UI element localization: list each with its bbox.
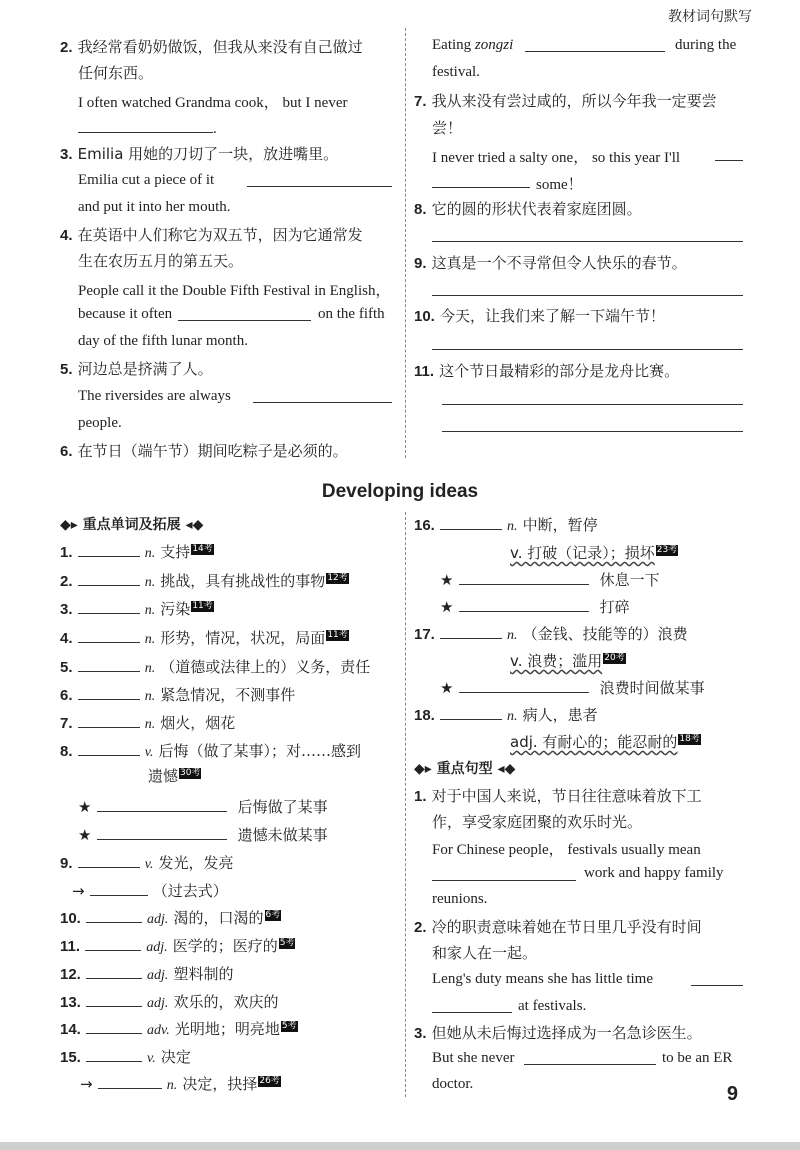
vocab-item: [60, 1018, 400, 1039]
section-title: Developing ideas: [321, 481, 479, 502]
english-text: Emilia cut a piece of it: [78, 172, 215, 188]
vocab-phrase: [440, 569, 660, 590]
column-divider-bottom: [405, 512, 406, 1097]
answer-line[interactable]: [442, 431, 743, 432]
answer-blank[interactable]: [459, 597, 589, 612]
vocab-item: [60, 598, 400, 619]
header-title: 教材词句默写: [668, 9, 752, 25]
answer-blank[interactable]: [525, 51, 665, 52]
vocab-item-cont: [148, 765, 201, 786]
answer-blank[interactable]: [432, 880, 576, 881]
answer-blank[interactable]: [78, 713, 140, 728]
answer-blank[interactable]: [432, 1012, 512, 1013]
part-of-speech: n.: [144, 546, 156, 561]
exam-count-badge: 23考: [656, 544, 678, 555]
answer-blank[interactable]: [247, 186, 392, 187]
item-number: 14.: [60, 1021, 81, 1038]
sentence-3: [414, 1022, 702, 1043]
answer-line[interactable]: [432, 295, 743, 296]
vocab-item: [60, 963, 400, 984]
part-of-speech: n.: [144, 575, 156, 590]
chinese-sentence: 在节日（端午节）期间吃粽子是必须的。: [77, 442, 348, 460]
english-text: But she never: [432, 1050, 515, 1066]
item-number: 3.: [60, 146, 73, 163]
exam-count-badge: 5考: [281, 1020, 297, 1031]
star-icon: ★: [440, 571, 454, 589]
exercise-9: [414, 252, 687, 273]
item-number: 1.: [60, 544, 73, 561]
english-sentence: on the fifth: [318, 306, 385, 322]
vocab-phrase: [440, 677, 705, 698]
answer-line[interactable]: [432, 241, 743, 242]
exam-count-badge: 11考: [327, 629, 348, 640]
answer-blank[interactable]: [440, 624, 502, 639]
item-number: 4.: [60, 630, 73, 647]
meaning: 欢乐的，欢庆的: [173, 993, 279, 1011]
meaning: （道德或法律上的）义务，责任: [160, 658, 371, 676]
english-sentence-cont: people.: [78, 415, 122, 431]
item-number: 5.: [60, 361, 73, 378]
vocab-derivative: [80, 1073, 281, 1094]
vocab-item: [414, 623, 688, 644]
english-sentence: I often watched Grandma cook， but I never: [78, 95, 348, 111]
english-sentence: [78, 172, 214, 189]
item-number: 10.: [60, 910, 81, 927]
answer-blank[interactable]: [440, 515, 502, 530]
answer-blank[interactable]: [78, 853, 140, 868]
item-number: 8.: [60, 743, 73, 760]
answer-blank[interactable]: [86, 992, 142, 1007]
answer-blank[interactable]: [459, 570, 589, 585]
part-of-speech: v.: [144, 857, 154, 872]
item-number: 7.: [414, 93, 427, 110]
sentence-1: [414, 785, 702, 806]
exam-count-badge: 20考: [604, 652, 625, 663]
meaning: 后悔（做了某事）；对……感到: [158, 742, 361, 760]
part-of-speech: n.: [507, 519, 518, 534]
meaning: 打碎: [599, 598, 630, 616]
answer-blank[interactable]: [440, 705, 502, 720]
chinese-sentence-cont: 生在农历五月的第五天。: [78, 252, 244, 270]
answer-blank[interactable]: [253, 402, 392, 403]
meaning: 污染: [160, 600, 191, 618]
english-sentence: People call it the Double Fifth Festival in English，: [78, 283, 391, 299]
meaning: （金钱、技能等的）浪费: [522, 625, 688, 643]
meaning: 决定: [160, 1048, 191, 1066]
answer-blank[interactable]: [432, 187, 530, 188]
answer-line[interactable]: [432, 349, 743, 350]
answer-blank[interactable]: [78, 599, 140, 614]
item-number: 17.: [414, 626, 435, 643]
english-text: work and happy family: [584, 865, 724, 881]
vocab-item: [60, 935, 400, 956]
exam-count-badge: 30考: [180, 767, 201, 778]
answer-blank[interactable]: [524, 1064, 656, 1065]
part-of-speech: n.: [507, 709, 518, 724]
item-number: 6.: [60, 443, 73, 460]
exercise-11: [414, 360, 679, 381]
vocab-item: [60, 907, 400, 928]
english-text: some！: [536, 177, 583, 193]
chinese-sentence: 这个节日最精彩的部分是龙舟比赛。: [439, 362, 680, 380]
chinese-sentence: 它的圆的形状代表着家庭团圆。: [431, 200, 642, 218]
english-sentence: Leng's duty means she has little time: [432, 971, 653, 987]
answer-blank[interactable]: [90, 881, 148, 896]
item-number: 5.: [60, 659, 73, 676]
english-sentence-cont: festival.: [432, 64, 480, 80]
meaning: 后悔做了某事: [237, 798, 328, 816]
english-text: Eating: [432, 37, 472, 53]
chinese-sentence-cont: 尝！: [432, 119, 463, 137]
star-icon: ★: [78, 826, 92, 844]
answer-blank[interactable]: [691, 985, 743, 986]
exam-count-badge: 5考: [279, 937, 295, 948]
item-number: 10.: [414, 308, 435, 325]
star-icon: ★: [78, 798, 92, 816]
meaning: 中断，暂停: [522, 516, 598, 534]
answer-blank[interactable]: [85, 936, 141, 951]
chinese-sentence: 但她从未后悔过选择成为一名急诊医生。: [431, 1024, 702, 1042]
exercise-4: [60, 224, 363, 245]
english-sentence: The riversides are always: [78, 388, 231, 404]
meaning: 塑料制的: [173, 965, 234, 983]
item-number: 9.: [414, 255, 427, 272]
chinese-sentence-cont: 作，享受家庭团聚的欢乐时光。: [432, 813, 643, 831]
bottom-edge-bar: [0, 1142, 800, 1150]
answer-blank[interactable]: [98, 1074, 162, 1089]
sentence-2: [414, 916, 702, 937]
item-number: 3.: [414, 1025, 427, 1042]
vocab-phrase: [440, 596, 630, 617]
english-sentence: I never tried a salty one， so this year I'll: [432, 150, 681, 166]
exercise-6: [60, 440, 348, 461]
exam-count-badge: 26考: [259, 1075, 280, 1086]
column-divider-top: [405, 28, 406, 458]
answer-blank[interactable]: [86, 1019, 142, 1034]
item-number: 1.: [414, 788, 427, 805]
answer-blank[interactable]: [78, 741, 140, 756]
meaning: v. 打破（记录）；损坏: [510, 544, 655, 562]
meaning: 烟火，烟花: [160, 714, 236, 732]
answer-blank[interactable]: [78, 628, 140, 643]
item-number: 15.: [60, 1049, 81, 1066]
item-number: 11.: [414, 363, 435, 380]
exam-count-badge: 12考: [327, 572, 348, 583]
part-of-speech: adj.: [146, 940, 168, 955]
meaning: 病人，患者: [522, 706, 598, 724]
arrow-icon: →: [80, 1075, 93, 1093]
page-number: 9: [726, 1083, 738, 1105]
exercise-8: [414, 198, 642, 219]
answer-blank[interactable]: [178, 320, 311, 321]
english-sentence-cont: and put it into her mouth.: [78, 199, 231, 215]
vocab-sub-meaning: [510, 650, 626, 671]
english-text: to be an ER: [662, 1050, 733, 1066]
item-number: 18.: [414, 707, 435, 724]
answer-blank[interactable]: [78, 571, 140, 586]
diamond-icon: ◆▸: [414, 761, 432, 777]
diamond-icon: ◂◆: [185, 517, 204, 533]
meaning: 遗憾: [148, 767, 179, 785]
english-sentence: For Chinese people， festivals usually mean: [432, 842, 701, 858]
answer-blank[interactable]: [86, 1047, 142, 1062]
meaning: 浪费时间做某事: [599, 679, 705, 697]
english-sentence: [432, 37, 513, 54]
answer-blank[interactable]: [78, 685, 140, 700]
part-of-speech: n.: [144, 632, 156, 647]
meaning: 挑战，具有挑战性的事物: [160, 572, 326, 590]
star-icon: ★: [440, 598, 454, 616]
vocab-item: [60, 740, 400, 761]
vocab-sub-meaning: [510, 542, 678, 563]
answer-blank[interactable]: [97, 797, 227, 812]
item-number: 6.: [60, 687, 73, 704]
chinese-sentence: 对于中国人来说，节日往往意味着放下工: [431, 787, 702, 805]
chinese-sentence: 我经常看奶奶做饭，但我从来没有自己做过: [77, 38, 363, 56]
item-number: 11.: [60, 938, 81, 955]
item-number: 8.: [414, 201, 427, 218]
meaning: 发光，发亮: [158, 854, 234, 872]
exercise-2: [60, 36, 363, 57]
answer-blank[interactable]: [86, 908, 142, 923]
chinese-sentence: 在英语中人们称它为双五节，因为它通常发: [77, 226, 363, 244]
part-of-speech: n.: [144, 603, 156, 618]
english-text: during the: [675, 37, 737, 53]
vocab-item: [60, 570, 400, 591]
meaning: adj. 有耐心的；能忍耐的: [510, 733, 678, 751]
part-of-speech: n.: [144, 661, 156, 676]
chinese-sentence: 这真是一个不寻常但令人快乐的春节。: [431, 254, 687, 272]
vocab-item: [414, 514, 598, 535]
answer-line[interactable]: [442, 404, 743, 405]
english-text: at festivals.: [518, 998, 587, 1014]
part-of-speech: adv.: [147, 1023, 170, 1038]
vocab-item: [60, 684, 400, 705]
answer-blank[interactable]: [78, 542, 140, 557]
answer-blank[interactable]: [86, 964, 142, 979]
meaning: 决定，抉择: [182, 1075, 258, 1093]
item-number: 4.: [60, 227, 73, 244]
sentence-heading-text: 重点句型: [436, 761, 493, 777]
answer-blank[interactable]: [715, 160, 743, 161]
exam-count-badge: 14考: [192, 543, 213, 554]
exam-count-badge: 18考: [679, 733, 700, 744]
arrow-icon: →: [72, 882, 85, 900]
vocab-item: [60, 1046, 400, 1067]
vocab-heading: [60, 514, 203, 534]
item-number: 13.: [60, 994, 81, 1011]
chinese-sentence: 我从来没有尝过咸的，所以今年我一定要尝: [431, 92, 717, 110]
star-icon: ★: [440, 679, 454, 697]
item-number: 16.: [414, 517, 435, 534]
meaning: 形势，情况，状况，局面: [160, 629, 326, 647]
vocab-item: [60, 852, 400, 873]
vocab-derivative: [72, 880, 228, 901]
item-number: 2.: [60, 573, 73, 590]
vocab-heading-text: 重点单词及拓展: [82, 517, 181, 533]
answer-blank[interactable]: [78, 657, 140, 672]
part-of-speech: v.: [147, 1051, 156, 1066]
exam-count-badge: 11考: [192, 600, 213, 611]
vocab-item: [60, 627, 400, 648]
vocab-item: [60, 991, 400, 1012]
exercise-3: [60, 143, 338, 164]
meaning: 支持: [160, 543, 191, 561]
part-of-speech: n.: [144, 689, 156, 704]
meaning: 休息一下: [599, 571, 660, 589]
item-number: 2.: [60, 39, 73, 56]
meaning: 光明地；明亮地: [174, 1020, 280, 1038]
chinese-sentence: Emilia 用她的刀切了一块，放进嘴里。: [77, 145, 339, 163]
part-of-speech: n.: [144, 717, 156, 732]
english-sentence-cont: reunions.: [432, 891, 488, 907]
chinese-sentence: 今天，让我们来了解一下端午节！: [439, 307, 665, 325]
meaning: 遗憾未做某事: [237, 826, 328, 844]
part-of-speech: adj.: [147, 912, 169, 927]
part-of-speech: adj.: [147, 968, 169, 983]
italic-word: zongzi: [474, 37, 514, 53]
meaning: 医学的；医疗的: [172, 937, 278, 955]
item-number: 7.: [60, 715, 73, 732]
english-sentence-cont: day of the fifth lunar month.: [78, 333, 248, 349]
vocab-phrase: [78, 824, 328, 845]
answer-blank[interactable]: [459, 678, 589, 693]
chinese-sentence: 冷的职责意味着她在节日里几乎没有时间: [431, 918, 702, 936]
sentence-heading: [414, 758, 515, 778]
exercise-5: [60, 358, 213, 379]
chinese-sentence: 河边总是挤满了人。: [77, 360, 213, 378]
english-sentence-cont: doctor.: [432, 1076, 474, 1092]
part-of-speech: n.: [507, 628, 518, 643]
vocab-item: [60, 656, 400, 677]
chinese-sentence-cont: 任何东西。: [78, 64, 154, 82]
exercise-7: [414, 90, 717, 111]
diamond-icon: ◆▸: [60, 517, 78, 533]
vocab-item: [414, 704, 598, 725]
answer-line[interactable]: [78, 118, 217, 138]
meaning: 渴的，口渴的: [173, 909, 264, 927]
vocab-item: [60, 541, 400, 562]
chinese-sentence-cont: 和家人在一起。: [432, 944, 538, 962]
meaning: 紧急情况，不测事件: [160, 686, 296, 704]
part-of-speech: adj.: [147, 996, 169, 1011]
exam-count-badge: 6考: [265, 909, 281, 920]
vocab-sub-meaning: [510, 731, 701, 752]
exercise-10: [414, 305, 665, 326]
meaning: （过去式）: [152, 882, 228, 900]
item-number: 2.: [414, 919, 427, 936]
item-number: 12.: [60, 966, 81, 983]
meaning: v. 浪费；滥用: [510, 652, 603, 670]
period: .: [213, 121, 217, 137]
part-of-speech: v.: [144, 745, 154, 760]
answer-blank[interactable]: [97, 825, 227, 840]
part-of-speech: n.: [166, 1078, 178, 1093]
diamond-icon: ◂◆: [497, 761, 516, 777]
english-sentence: because it often: [78, 306, 173, 322]
item-number: 3.: [60, 601, 73, 618]
vocab-item: [60, 712, 400, 733]
vocab-phrase: [78, 796, 328, 817]
item-number: 9.: [60, 855, 73, 872]
